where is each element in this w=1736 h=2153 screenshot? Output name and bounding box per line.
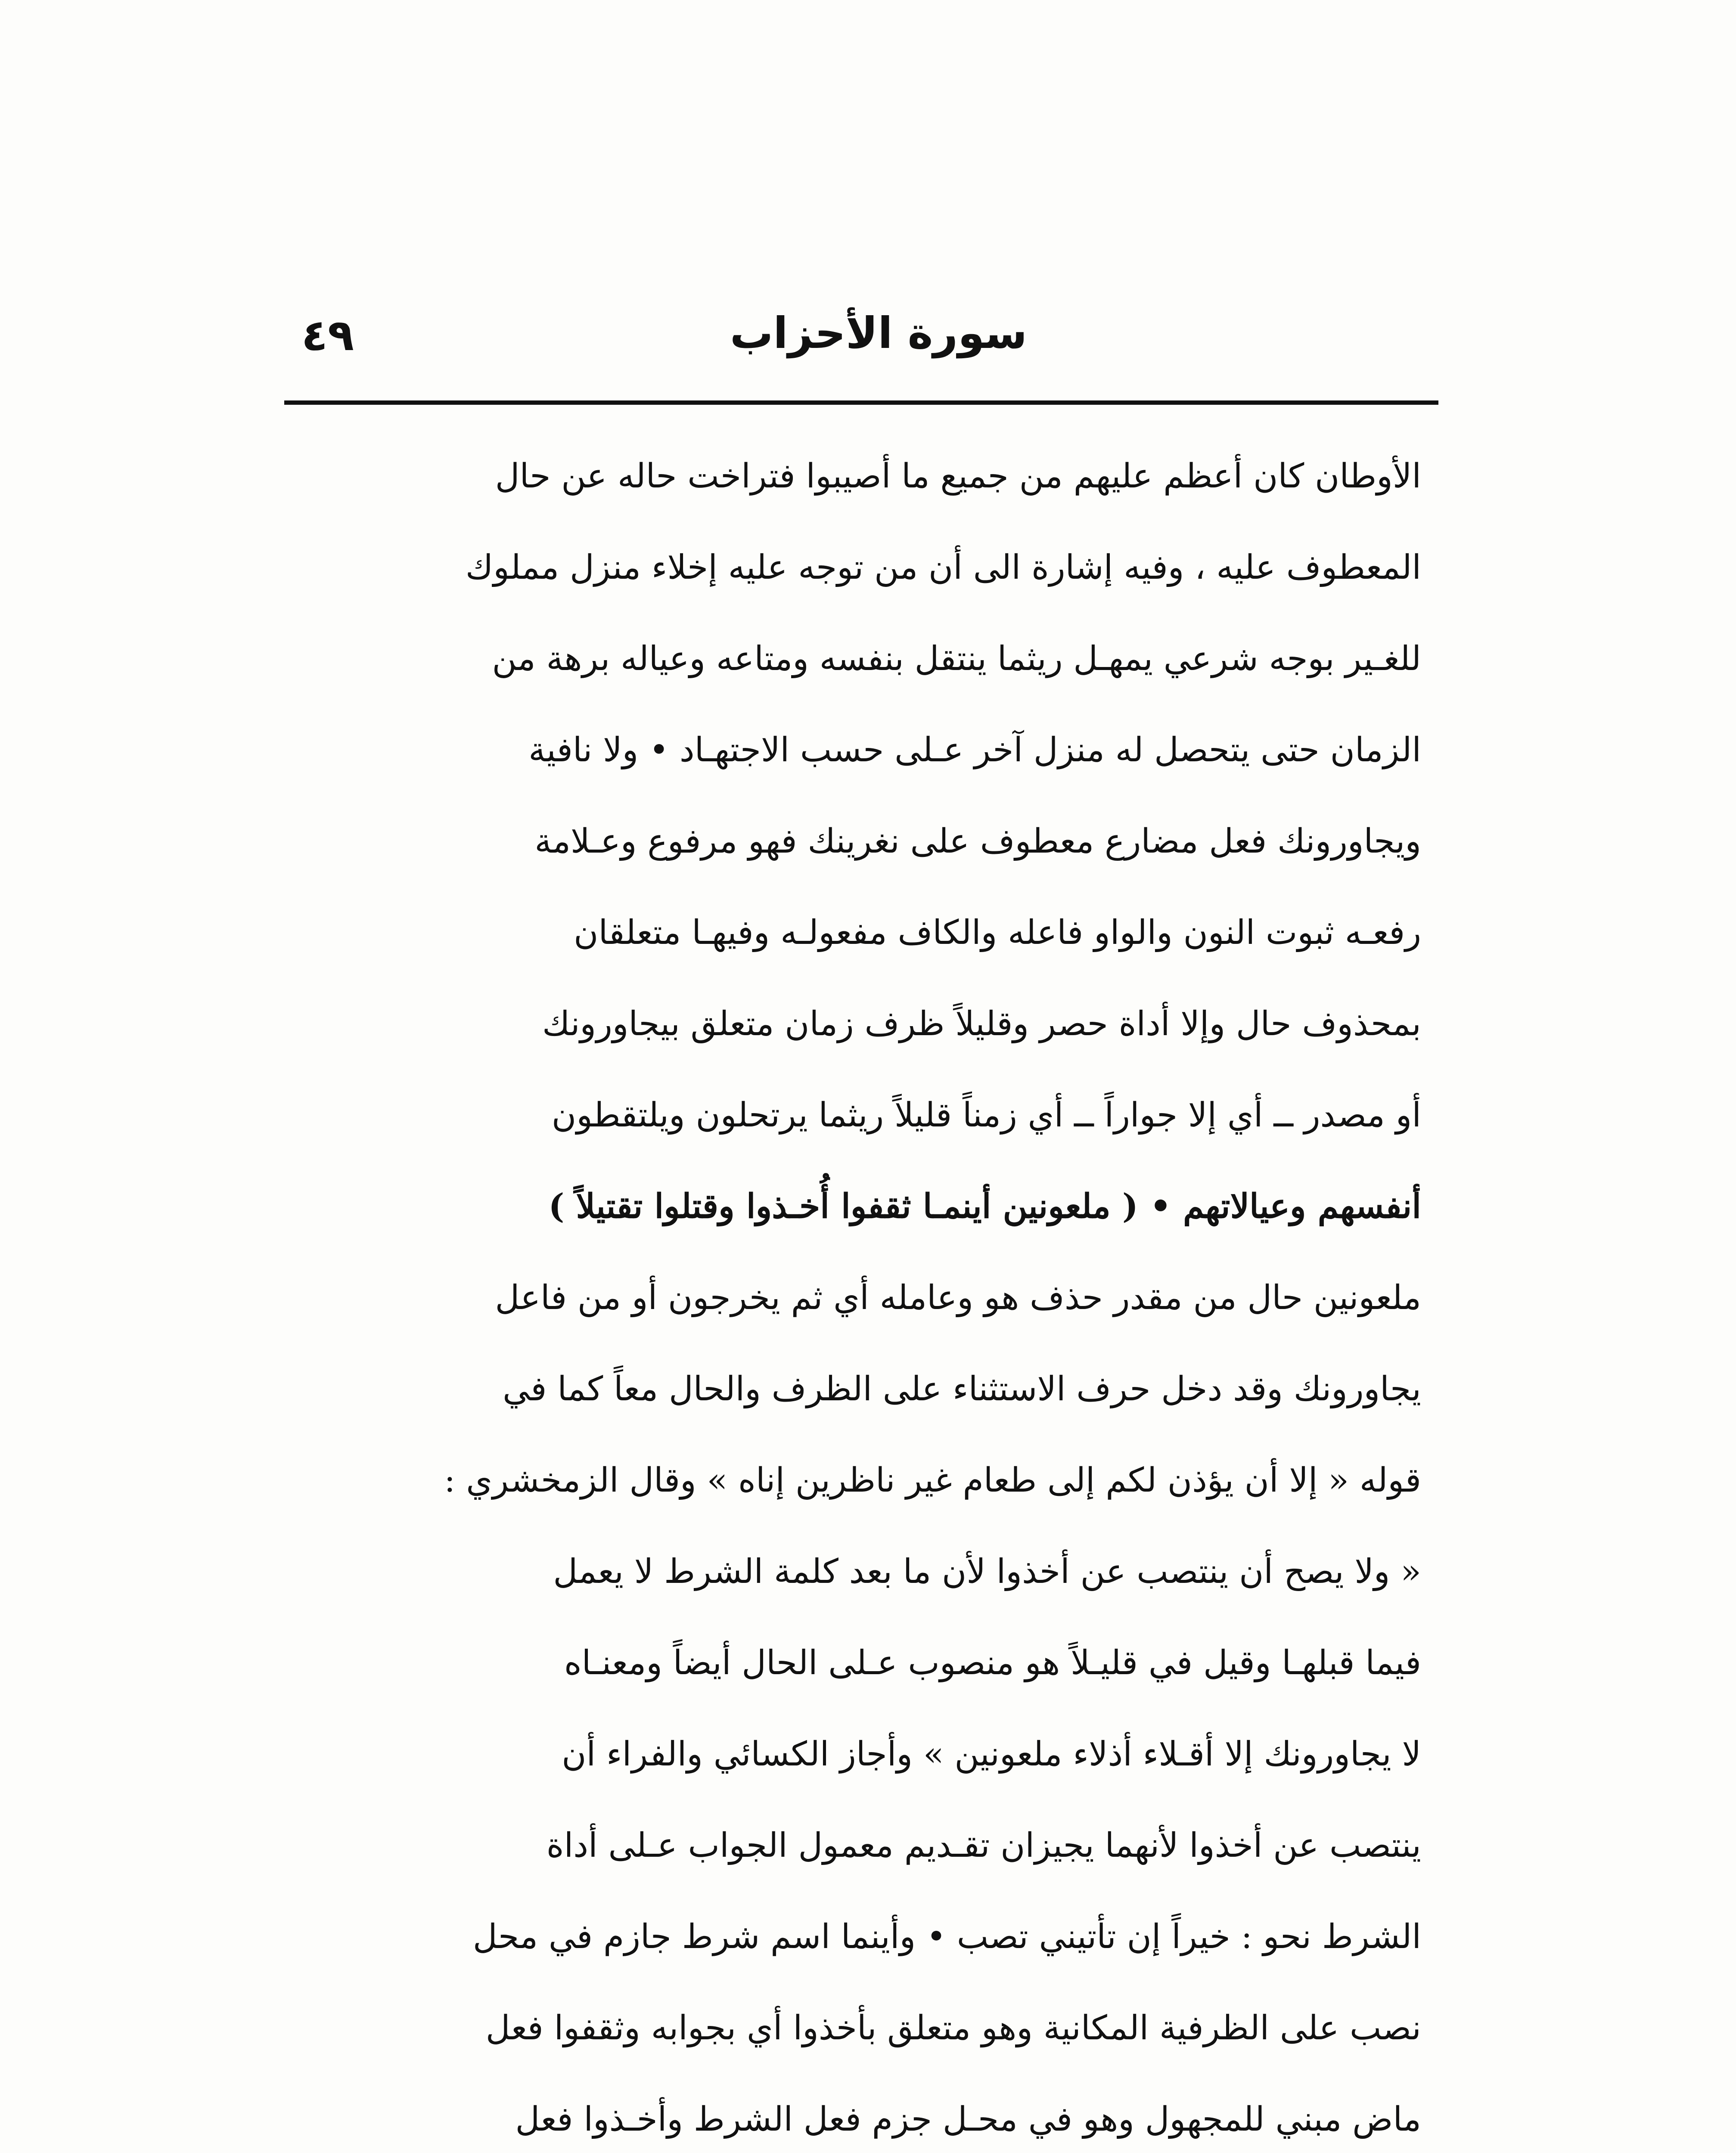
text-line: المعطوف عليه ، وفيه إشارة الى أن من توجه عليه إخلاء منزل مملوك [465,548,1421,587]
text-line: ملعونين حال من مقدر حذف هو وعامله أي ثم يخرجون أو من فاعل [495,1278,1421,1317]
text-line: ويجاورونك فعل مضارع معطوف على نغرينك فهو مرفوع وعـلامة [534,822,1421,861]
verse-line: أنفسهم وعيالاتهم • ( ملعونين أينمـا ثقفوا أُخـذوا وقتلوا تقتيلاً ) [548,1187,1421,1226]
surah-title: سورة الأحزاب [730,308,1028,358]
main-text [276,431,1421,2153]
text-line: ينتصب عن أخذوا لأنهما يجيزان تقـديم معمول الجواب عـلى أداة [546,1826,1421,1865]
text-line: الأوطان كان أعظم عليهم من جميع ما أصيبوا فتراخت حاله عن حال [495,457,1421,496]
text-line: ماض مبني للمجهول وهو في محـل جزم فعل الشرط وأخـذوا فعل [515,2100,1421,2139]
page-header [276,293,1438,392]
text-line: أو مصدر ــ أي إلا جواراً ــ أي زمناً قليلاً ريثما يرتحلون ويلتقطون [551,1096,1421,1135]
text-line: للغـير بوجه شرعي يمهـل ريثما ينتقل بنفسه ومتاعه وعياله برهة من [492,639,1421,678]
text-line: الزمان حتى يتحصل له منزل آخر عـلى حسب الاجتهـاد • ولا نافية [528,731,1421,769]
text-line: رفعـه ثبوت النون والواو فاعله والكاف مفعولـه وفيهـا متعلقان [574,913,1421,952]
header-divider [284,400,1438,405]
text-line: فيما قبلهـا وقيل في قليـلاً هو منصوب عـلى الحال أيضاً ومعنـاه [564,1644,1421,1682]
text-line: الشرط نحو : خيراً إن تأتيني تصب • وأينما اسم شرط جازم في محل [472,1917,1421,1956]
text-line: قوله « إلا أن يؤذن لكم إلى طعام غير ناظرين إناه » وقال الزمخشري : [444,1461,1421,1500]
text-line: يجاورونك وقد دخل حرف الاستثناء على الظرف والحال معاً كما في [503,1370,1421,1408]
page-number: ٤٩ [301,310,354,360]
text-line: لا يجاورونك إلا أقـلاء أذلاء ملعونين » وأجاز الكسائي والفراء أن [562,1735,1421,1774]
text-line: نصب على الظرفية المكانية وهو متعلق بأخذوا أي بجوابه وثقفوا فعل [485,2009,1421,2048]
text-line: « ولا يصح أن ينتصب عن أخذوا لأن ما بعد كلمة الشرط لا يعمل [553,1552,1421,1591]
text-line: بمحذوف حال وإلا أداة حصر وقليلاً ظرف زمان متعلق بيجاورونك [542,1005,1421,1043]
